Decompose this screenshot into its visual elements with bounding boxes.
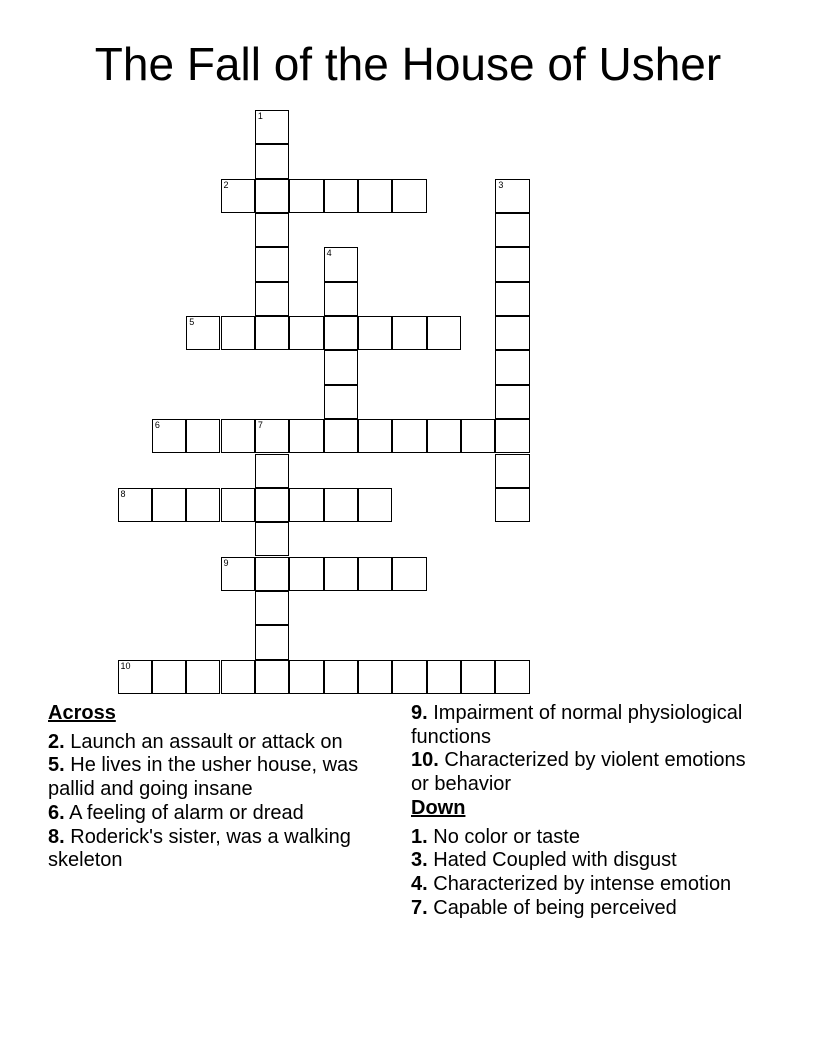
- grid-cell[interactable]: [289, 557, 323, 591]
- clue-text: Impairment of normal physiological functions: [411, 702, 743, 748]
- cell-number: 6: [154, 420, 160, 431]
- grid-cell[interactable]: [255, 625, 289, 659]
- grid-cell[interactable]: [289, 419, 323, 453]
- grid-cell[interactable]: [495, 316, 529, 350]
- clue-number: 9.: [411, 702, 428, 724]
- grid-cell[interactable]: [495, 350, 529, 384]
- grid-cell[interactable]: [255, 488, 289, 522]
- clue-number: 8.: [48, 825, 65, 848]
- grid-cell[interactable]: [495, 660, 529, 694]
- grid-cell[interactable]: [495, 247, 529, 281]
- clue-text: Roderick's sister, was a walking skeleton: [48, 825, 351, 872]
- grid-cell[interactable]: [358, 316, 392, 350]
- grid-cell[interactable]: [495, 454, 529, 488]
- grid-cell[interactable]: [495, 488, 529, 522]
- clue-down-3: [411, 849, 756, 873]
- grid-cell[interactable]: [186, 660, 220, 694]
- grid-cell[interactable]: [324, 247, 358, 281]
- grid-cell[interactable]: [495, 213, 529, 247]
- cell-number: 5: [189, 317, 195, 328]
- grid-cell[interactable]: [289, 179, 323, 213]
- grid-cell[interactable]: [324, 488, 358, 522]
- grid-cell[interactable]: [186, 316, 220, 350]
- grid-cell[interactable]: [358, 179, 392, 213]
- grid-cell[interactable]: [358, 557, 392, 591]
- clue-number: 2.: [48, 730, 65, 753]
- clue-down-7: [411, 897, 756, 921]
- cell-number: 9: [223, 557, 229, 568]
- across-heading: Across: [48, 702, 116, 724]
- grid-cell[interactable]: [358, 419, 392, 453]
- grid-cell[interactable]: [289, 316, 323, 350]
- grid-cell[interactable]: [324, 282, 358, 316]
- clue-down-4: [411, 873, 756, 897]
- grid-cell[interactable]: [495, 385, 529, 419]
- grid-cell[interactable]: [358, 660, 392, 694]
- grid-cell[interactable]: [255, 419, 289, 453]
- clue-across-8: [48, 826, 388, 873]
- clue-across-2: [48, 731, 388, 755]
- grid-cell[interactable]: [392, 557, 426, 591]
- grid-cell[interactable]: [255, 591, 289, 625]
- grid-cell[interactable]: [495, 179, 529, 213]
- grid-cell[interactable]: [392, 316, 426, 350]
- grid-cell[interactable]: [324, 557, 358, 591]
- clue-across-10: [411, 749, 756, 796]
- grid-cell[interactable]: [255, 282, 289, 316]
- clues-column-left: [48, 702, 388, 873]
- clue-number: 6.: [48, 801, 65, 824]
- puzzle-title: The Fall of the House of Usher: [94, 38, 722, 90]
- grid-cell[interactable]: [221, 316, 255, 350]
- grid-cell[interactable]: [255, 557, 289, 591]
- grid-cell[interactable]: [221, 488, 255, 522]
- clues-column-right: [411, 702, 756, 920]
- grid-cell[interactable]: [461, 419, 495, 453]
- grid-cell[interactable]: [152, 660, 186, 694]
- grid-cell[interactable]: [221, 660, 255, 694]
- clue-text: Capable of being perceived: [427, 896, 677, 919]
- clue-text: A feeling of alarm or dread: [64, 801, 304, 824]
- grid-cell[interactable]: [358, 488, 392, 522]
- clue-number: 7.: [411, 896, 428, 919]
- cell-number: 8: [120, 488, 126, 499]
- grid-cell[interactable]: [495, 419, 529, 453]
- grid-cell[interactable]: [221, 557, 255, 591]
- clue-text: Hated Coupled with disgust: [427, 849, 677, 872]
- clue-across-9: [411, 702, 756, 749]
- grid-cell[interactable]: [289, 660, 323, 694]
- clue-number: 4.: [411, 872, 428, 895]
- grid-cell[interactable]: [221, 419, 255, 453]
- clue-number: 1.: [411, 825, 428, 848]
- cell-number: 2: [223, 179, 229, 190]
- grid-cell[interactable]: [289, 488, 323, 522]
- grid-cell[interactable]: [461, 660, 495, 694]
- grid-cell[interactable]: [427, 660, 461, 694]
- grid-cell[interactable]: [255, 144, 289, 178]
- grid-cell[interactable]: [152, 419, 186, 453]
- grid-cell[interactable]: [118, 660, 152, 694]
- grid-cell[interactable]: [152, 488, 186, 522]
- grid-cell[interactable]: [324, 316, 358, 350]
- grid-cell[interactable]: [255, 454, 289, 488]
- cell-number: 3: [498, 179, 504, 190]
- grid-cell[interactable]: [324, 660, 358, 694]
- grid-cell[interactable]: [255, 522, 289, 556]
- grid-cell[interactable]: [427, 419, 461, 453]
- grid-cell[interactable]: [186, 419, 220, 453]
- grid-cell[interactable]: [392, 419, 426, 453]
- clue-across-6: [48, 802, 388, 826]
- cell-number: 1: [257, 111, 263, 121]
- grid-cell[interactable]: [118, 488, 152, 522]
- cell-number: 4: [326, 248, 332, 259]
- clue-text: Characterized by intense emotion: [427, 872, 732, 895]
- grid-cell[interactable]: [324, 419, 358, 453]
- grid-cell[interactable]: [495, 282, 529, 316]
- grid-cell[interactable]: [255, 110, 289, 144]
- clue-number: 3.: [411, 849, 428, 872]
- clue-number: 10.: [411, 749, 439, 772]
- grid-cell[interactable]: [255, 660, 289, 694]
- clue-text: No color or taste: [427, 825, 580, 848]
- cell-number: 7: [257, 420, 263, 431]
- grid-cell[interactable]: [392, 660, 426, 694]
- grid-cell[interactable]: [186, 488, 220, 522]
- grid-cell[interactable]: [427, 316, 461, 350]
- grid-cell[interactable]: [255, 316, 289, 350]
- grid-cell[interactable]: [255, 179, 289, 213]
- clue-text: Characterized by violent emotions or behavior: [411, 749, 746, 796]
- grid-cell[interactable]: [255, 213, 289, 247]
- clue-text: He lives in the usher house, was pallid and going insane: [48, 754, 359, 801]
- clue-number: 5.: [48, 754, 65, 777]
- clue-text: Launch an assault or attack on: [64, 730, 343, 753]
- grid-cell[interactable]: [221, 179, 255, 213]
- grid-cell[interactable]: [324, 179, 358, 213]
- down-heading: Down: [411, 796, 466, 819]
- clue-down-1: [411, 826, 756, 850]
- grid-cell[interactable]: [392, 179, 426, 213]
- cell-number: 10: [120, 660, 131, 671]
- grid-cell[interactable]: [255, 247, 289, 281]
- grid-cell[interactable]: [324, 385, 358, 419]
- grid-cell[interactable]: [324, 350, 358, 384]
- clue-across-5: [48, 754, 388, 801]
